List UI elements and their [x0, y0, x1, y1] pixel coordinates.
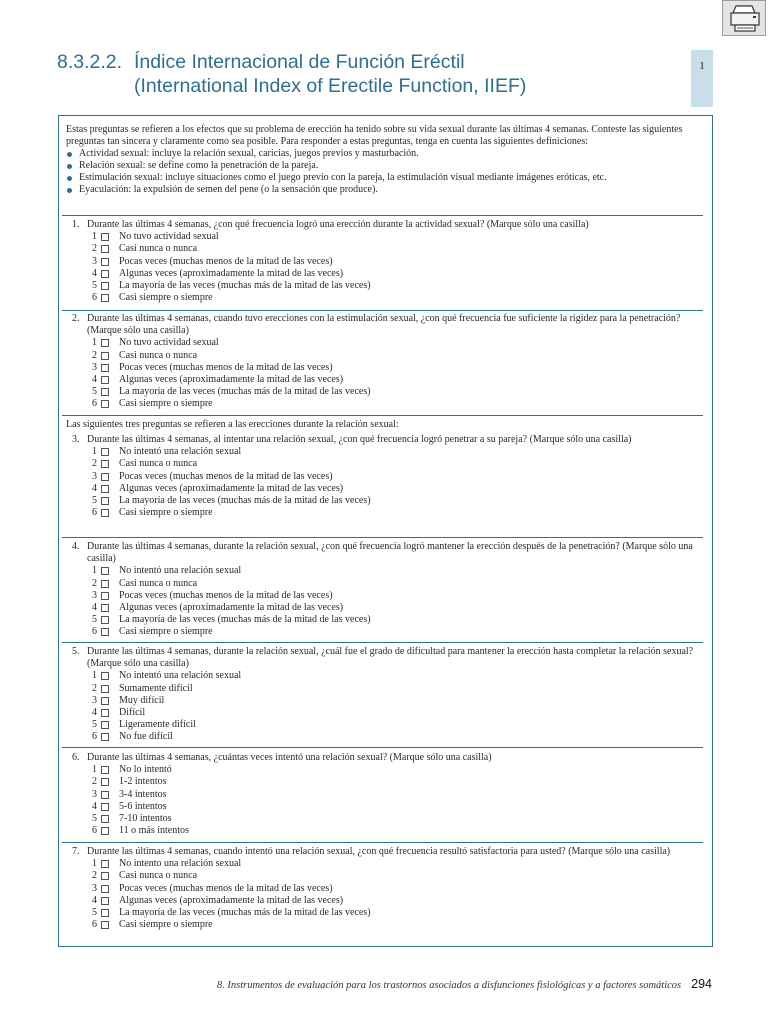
option-label: No intentó una relación sexual: [119, 670, 242, 682]
answer-option: [66, 670, 706, 682]
option-number: 5: [92, 719, 97, 731]
answer-option: [66, 350, 706, 362]
option-number: 2: [92, 243, 97, 255]
option-number: 5: [92, 906, 97, 918]
page-title: [57, 50, 667, 98]
answer-option: [66, 398, 706, 410]
option-label: 3-4 intentos: [119, 788, 167, 800]
option-label: Pocas veces (muchas menos de la mitad de las veces): [119, 361, 333, 373]
answer-checkbox[interactable]: [101, 921, 109, 929]
option-number: 1: [92, 858, 97, 870]
option-label: Algunas veces (aproximadamente la mitad de las veces): [119, 373, 344, 385]
answer-option: [66, 907, 706, 919]
option-number: 1: [92, 337, 97, 349]
definition-bullet: Actividad sexual: incluye la relación sexual, caricias, juegos previos y masturbación.: [66, 148, 706, 160]
answer-checkbox[interactable]: [101, 672, 109, 680]
answer-checkbox[interactable]: [101, 604, 109, 612]
divider: [62, 310, 703, 311]
answer-option: [66, 895, 706, 907]
option-label: Pocas veces (muchas menos de la mitad de las veces): [119, 470, 333, 482]
question-7: [66, 846, 706, 931]
option-number: 2: [92, 577, 97, 589]
option-label: No intentó una relación sexual: [119, 446, 242, 458]
question-text: Durante las últimas 4 semanas, ¿cuántas veces intentó una relación sexual? (Marque sólo una casilla): [87, 752, 492, 763]
question-4: [66, 541, 706, 639]
option-number: 2: [92, 682, 97, 694]
answer-checkbox[interactable]: [101, 628, 109, 636]
option-label: No intentó una relación sexual: [119, 565, 242, 577]
answer-option: [66, 483, 706, 495]
answer-checkbox[interactable]: [101, 270, 109, 278]
question-number: 2.: [72, 313, 80, 324]
option-number: 2: [92, 458, 97, 470]
answer-option: [66, 231, 706, 243]
option-label: Casi siempre o siempre: [119, 626, 213, 638]
answer-option: [66, 337, 706, 349]
answer-option: [66, 495, 706, 507]
option-label: Algunas veces (aproximadamente la mitad de las veces): [119, 601, 344, 613]
answer-checkbox[interactable]: [101, 497, 109, 505]
divider: [62, 842, 703, 843]
answer-checkbox[interactable]: [101, 580, 109, 588]
question-6: [66, 752, 706, 837]
option-number: 5: [92, 812, 97, 824]
option-label: La mayoría de las veces (muchas más de la mitad de las veces): [119, 279, 371, 291]
option-number: 6: [92, 398, 97, 410]
answer-option: [66, 507, 706, 519]
option-number: 5: [92, 386, 97, 398]
answer-option: [66, 590, 706, 602]
answer-checkbox[interactable]: [101, 685, 109, 693]
answer-checkbox[interactable]: [101, 766, 109, 774]
option-label: Pocas veces (muchas menos de la mitad de las veces): [119, 589, 333, 601]
option-number: 6: [92, 731, 97, 743]
option-number: 5: [92, 614, 97, 626]
answer-checkbox[interactable]: [101, 860, 109, 868]
option-number: 5: [92, 279, 97, 291]
option-number: 4: [92, 267, 97, 279]
question-3: [66, 434, 706, 519]
answer-checkbox[interactable]: [101, 485, 109, 493]
option-label: Algunas veces (aproximadamente la mitad de las veces): [119, 482, 344, 494]
question-text: Durante las últimas 4 semanas, cuando intentó una relación sexual, ¿con qué frecuencia resultó satisfactoria para usted? (Marque sólo una casilla): [87, 846, 671, 857]
answer-checkbox[interactable]: [101, 909, 109, 917]
answer-option: [66, 731, 706, 743]
option-label: Casi siempre o siempre: [119, 919, 213, 931]
section-note: Las siguientes tres preguntas se refieren a las erecciones durante la relación sexual:: [66, 419, 399, 430]
answer-option: [66, 614, 706, 626]
answer-option: [66, 280, 706, 292]
divider: [62, 537, 703, 538]
option-number: 4: [92, 482, 97, 494]
option-number: 5: [92, 494, 97, 506]
option-number: 4: [92, 706, 97, 718]
answer-checkbox[interactable]: [101, 400, 109, 408]
option-label: Sumamente difícil: [119, 682, 193, 694]
answer-checkbox[interactable]: [101, 827, 109, 835]
option-number: 4: [92, 601, 97, 613]
definition-bullet: Relación sexual: se define como la penetración de la pareja.: [66, 160, 706, 172]
option-label: Casi siempre o siempre: [119, 292, 213, 304]
section-number: 8.3.2.2.: [57, 51, 123, 73]
option-label: Pocas veces (muchas menos de la mitad de las veces): [119, 255, 333, 267]
answer-option: [66, 268, 706, 280]
option-label: No tuvo actividad sexual: [119, 337, 219, 349]
answer-checkbox[interactable]: [101, 791, 109, 799]
answer-checkbox[interactable]: [101, 376, 109, 384]
option-label: Difícil: [119, 706, 146, 718]
answer-option: [66, 813, 706, 825]
question-text: Durante las últimas 4 semanas, ¿con qué frecuencia logró una erección durante la actividad sexual? (Marque sólo una casilla): [87, 219, 589, 230]
option-label: 5-6 intentos: [119, 800, 167, 812]
answer-checkbox[interactable]: [101, 897, 109, 905]
answer-option: [66, 801, 706, 813]
question-1: [66, 219, 706, 304]
question-2: [66, 313, 706, 411]
answer-option: [66, 683, 706, 695]
answer-option: [66, 565, 706, 577]
option-number: 3: [92, 361, 97, 373]
option-label: Muy difícil: [119, 694, 165, 706]
option-number: 4: [92, 373, 97, 385]
question-number: 7.: [72, 846, 80, 857]
page-number: 294: [691, 977, 712, 991]
definition-bullet: Estimulación sexual: incluye situaciones como el juego previo con la pareja, la estimulación visual mediante imágenes eróticas, etc.: [66, 172, 706, 184]
answer-option: [66, 243, 706, 255]
option-label: Casi siempre o siempre: [119, 507, 213, 519]
option-number: 2: [92, 776, 97, 788]
question-number: 5.: [72, 646, 80, 657]
option-number: 3: [92, 470, 97, 482]
answer-checkbox[interactable]: [101, 233, 109, 241]
option-number: 1: [92, 446, 97, 458]
print-button[interactable]: [722, 0, 766, 36]
option-number: 1: [92, 670, 97, 682]
question-number: 6.: [72, 752, 80, 763]
answer-option: [66, 764, 706, 776]
option-label: Casi nunca o nunca: [119, 458, 198, 470]
option-label: Casi nunca o nunca: [119, 243, 198, 255]
option-label: No fue difícil: [119, 731, 173, 743]
answer-option: [66, 825, 706, 837]
answer-checkbox[interactable]: [101, 815, 109, 823]
option-number: 4: [92, 800, 97, 812]
chapter-tab: 1: [691, 50, 713, 107]
question-text: Durante las últimas 4 semanas, al intentar una relación sexual, ¿con qué frecuencia logró penetrar a su pareja? (Marque sólo una casilla): [87, 434, 632, 445]
answer-checkbox[interactable]: [101, 697, 109, 705]
answer-checkbox[interactable]: [101, 460, 109, 468]
answer-checkbox[interactable]: [101, 339, 109, 347]
question-text: Durante las últimas 4 semanas, durante la relación sexual, ¿con qué frecuencia logró mantener la erección después de la penetración? (Marque sólo una casilla): [87, 541, 693, 565]
answer-checkbox[interactable]: [101, 721, 109, 729]
divider: [62, 415, 703, 416]
title-line-2: (International Index of Erectile Function, IIEF): [134, 75, 527, 97]
option-label: La mayoría de las veces (muchas más de la mitad de las veces): [119, 494, 371, 506]
option-number: 6: [92, 626, 97, 638]
option-label: 11 o más intentos: [119, 825, 189, 837]
divider: [62, 747, 703, 748]
answer-checkbox[interactable]: [101, 872, 109, 880]
answer-checkbox[interactable]: [101, 364, 109, 372]
answer-option: [66, 919, 706, 931]
option-label: La mayoría de las veces (muchas más de la mitad de las veces): [119, 386, 371, 398]
answer-checkbox[interactable]: [101, 885, 109, 893]
answer-option: [66, 695, 706, 707]
option-number: 3: [92, 882, 97, 894]
answer-checkbox[interactable]: [101, 388, 109, 396]
answer-option: [66, 626, 706, 638]
answer-checkbox[interactable]: [101, 616, 109, 624]
option-number: 4: [92, 894, 97, 906]
title-line-1: Índice Internacional de Función Eréctil: [134, 51, 465, 73]
answer-checkbox[interactable]: [101, 448, 109, 456]
definition-bullet: Eyaculación: la expulsión de semen del pene (o la sensación que produce).: [66, 184, 706, 196]
answer-option: [66, 707, 706, 719]
answer-option: [66, 256, 706, 268]
option-number: 1: [92, 565, 97, 577]
answer-checkbox[interactable]: [101, 592, 109, 600]
answer-checkbox[interactable]: [101, 258, 109, 266]
answer-checkbox[interactable]: [101, 709, 109, 717]
answer-option: [66, 386, 706, 398]
option-label: Casi nunca o nunca: [119, 870, 198, 882]
answer-option: [66, 883, 706, 895]
option-label: 1-2 intentos: [119, 776, 167, 788]
question-number: 1.: [72, 219, 80, 230]
answer-option: [66, 471, 706, 483]
answer-option: [66, 292, 706, 304]
answer-checkbox[interactable]: [101, 733, 109, 741]
answer-option: [66, 374, 706, 386]
intro-section: [66, 124, 706, 196]
option-number: 6: [92, 825, 97, 837]
page-footer: [100, 977, 712, 991]
option-number: 6: [92, 292, 97, 304]
answer-option: [66, 719, 706, 731]
answer-option: [66, 362, 706, 374]
question-text: Durante las últimas 4 semanas, cuando tuvo erecciones con la estimulación sexual, ¿con qué frecuencia fue suficiente la rigidez para la penetración? (Marque sólo una casilla): [87, 313, 681, 337]
question-number: 3.: [72, 434, 80, 445]
option-label: Pocas veces (muchas menos de la mitad de las veces): [119, 882, 333, 894]
option-number: 3: [92, 589, 97, 601]
answer-checkbox[interactable]: [101, 778, 109, 786]
answer-option: [66, 870, 706, 882]
option-label: Ligeramente difícil: [119, 719, 196, 731]
answer-checkbox[interactable]: [101, 294, 109, 302]
answer-option: [66, 578, 706, 590]
option-label: La mayoría de las veces (muchas más de la mitad de las veces): [119, 906, 371, 918]
option-number: 2: [92, 870, 97, 882]
divider: [62, 215, 703, 216]
question-text: Durante las últimas 4 semanas, durante la relación sexual, ¿cuál fue el grado de dificultad para mantener la erección hasta completar la relación sexual? (Marque sólo una casilla): [87, 646, 694, 670]
option-number: 3: [92, 694, 97, 706]
option-number: 6: [92, 507, 97, 519]
option-number: 3: [92, 788, 97, 800]
option-label: Casi nunca o nunca: [119, 349, 198, 361]
answer-option: [66, 789, 706, 801]
answer-checkbox[interactable]: [101, 473, 109, 481]
question-number: 4.: [72, 541, 80, 552]
printer-icon: [728, 4, 762, 34]
answer-checkbox[interactable]: [101, 803, 109, 811]
question-5: [66, 646, 706, 744]
option-label: No lo intentó: [119, 764, 172, 776]
option-label: La mayoría de las veces (muchas más de la mitad de las veces): [119, 614, 371, 626]
option-label: Casi nunca o nunca: [119, 577, 198, 589]
option-number: 6: [92, 919, 97, 931]
answer-option: [66, 602, 706, 614]
option-number: 3: [92, 255, 97, 267]
footer-chapter-title: 8. Instrumentos de evaluación para los trastornos asociados a disfunciones fisiológicas y a factores somáticos: [216, 980, 682, 991]
option-label: Algunas veces (aproximadamente la mitad de las veces): [119, 267, 344, 279]
option-number: 1: [92, 764, 97, 776]
answer-option: [66, 446, 706, 458]
option-number: 1: [92, 231, 97, 243]
option-label: No intento una relación sexual: [119, 858, 242, 870]
option-label: Algunas veces (aproximadamente la mitad de las veces): [119, 894, 344, 906]
option-label: No tuvo actividad sexual: [119, 231, 219, 243]
answer-checkbox[interactable]: [101, 245, 109, 253]
answer-checkbox[interactable]: [101, 352, 109, 360]
answer-checkbox[interactable]: [101, 282, 109, 290]
answer-option: [66, 458, 706, 470]
option-label: 7-10 intentos: [119, 812, 172, 824]
divider: [62, 642, 703, 643]
answer-option: [66, 858, 706, 870]
intro-paragraph: Estas preguntas se refieren a los efectos que su problema de erección ha tenido sobre su vida sexual durante las últimas 4 semanas. Conteste las siguientes preguntas tan sincera y claramente como sea posible. Para responder a estas preguntas, tenga en cuenta las siguientes definiciones:: [66, 124, 683, 147]
answer-checkbox[interactable]: [101, 567, 109, 575]
option-label: Casi siempre o siempre: [119, 398, 213, 410]
answer-checkbox[interactable]: [101, 509, 109, 517]
option-number: 2: [92, 349, 97, 361]
answer-option: [66, 776, 706, 788]
